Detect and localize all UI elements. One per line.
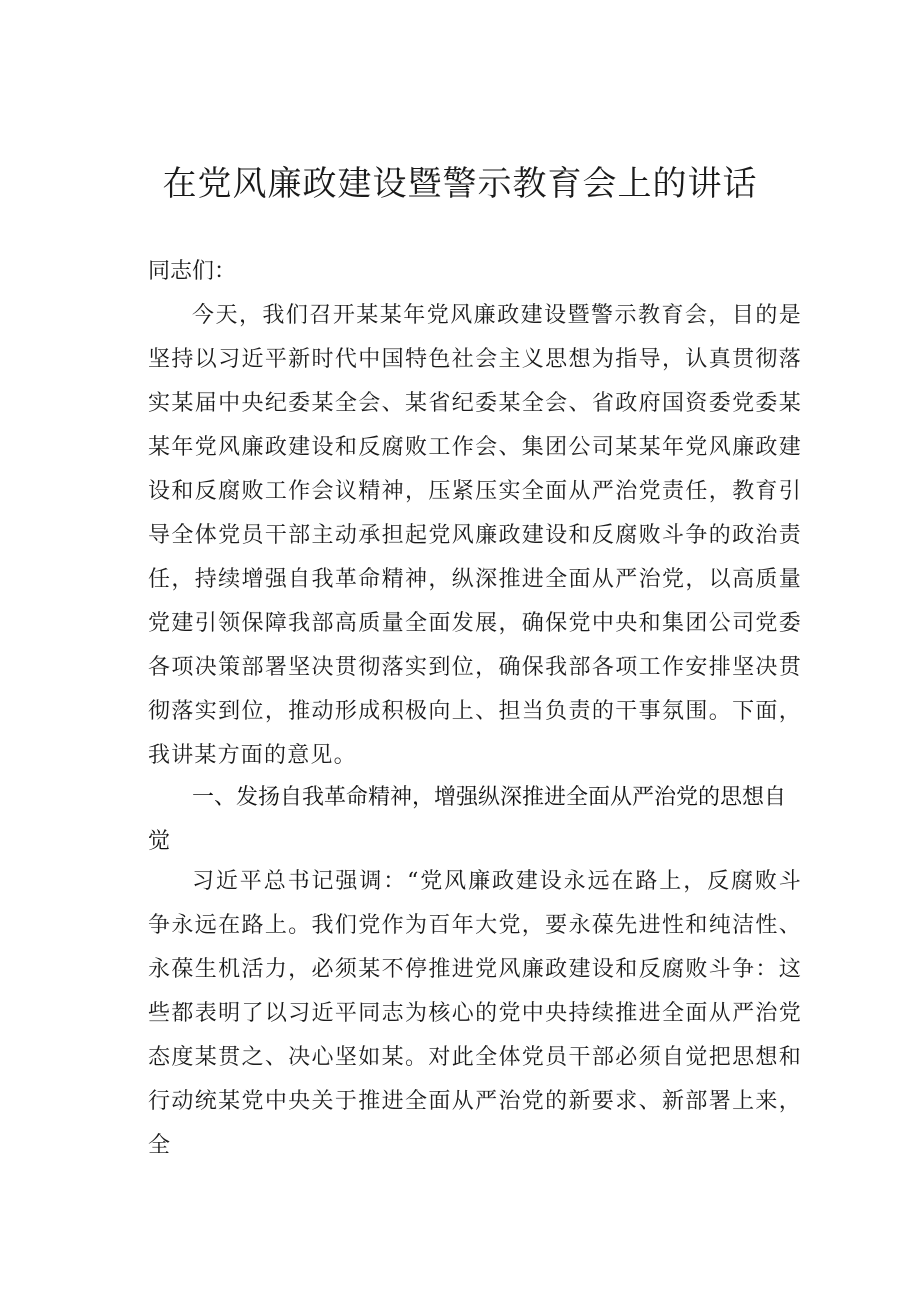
salutation: 同志们： (148, 259, 237, 284)
paragraph-section-1: 习近平总书记强调：“党风廉政建设永远在路上，反腐败斗争永远在路上。我们党作为百年大党，要永葆先进性和纯洁性、永葆生机活力，必须某不停推进党风廉政建设和反腐败斗争：这些都表明了以习近平同志为核心的党中央持续推进全面从严治党态度某贯之、决心坚如某。对此全体党员干部必须自觉把思想和行动统某党中央关于推进全面从严治党的新要求、新部署上来，全 (148, 869, 802, 1158)
document-title: 在党风廉政建设暨警示教育会上的讲话 (162, 164, 758, 204)
paragraph-intro: 今天，我们召开某某年党风廉政建设暨警示教育会，目的是坚持以习近平新时代中国特色社会主义思想为指导，认真贯彻落实某届中央纪委某全会、某省纪委某全会、省政府国资委党委某某年党风廉政建设和反腐败工作会、集团公司某某年党风廉政建设和反腐败工作会议精神，压紧压实全面从严治党责任，教育引导全体党员干部主动承担起党风廉政建设和反腐败斗争的政治责任，持续增强自我革命精神，纵深推进全面从严治党，以高质量党建引领保障我部高质量全面发展，确保党中央和集团公司党委各项决策部署坚决贯彻落实到位，确保我部各项工作安排坚决贯彻落实到位，推动形成积极向上、担当负责的干事氛围。下面，我讲某方面的意见。 (148, 303, 802, 768)
section-heading-1: 一、发扬自我革命精神，增强纵深推进全面从严治党的思想自觉 (148, 785, 787, 854)
